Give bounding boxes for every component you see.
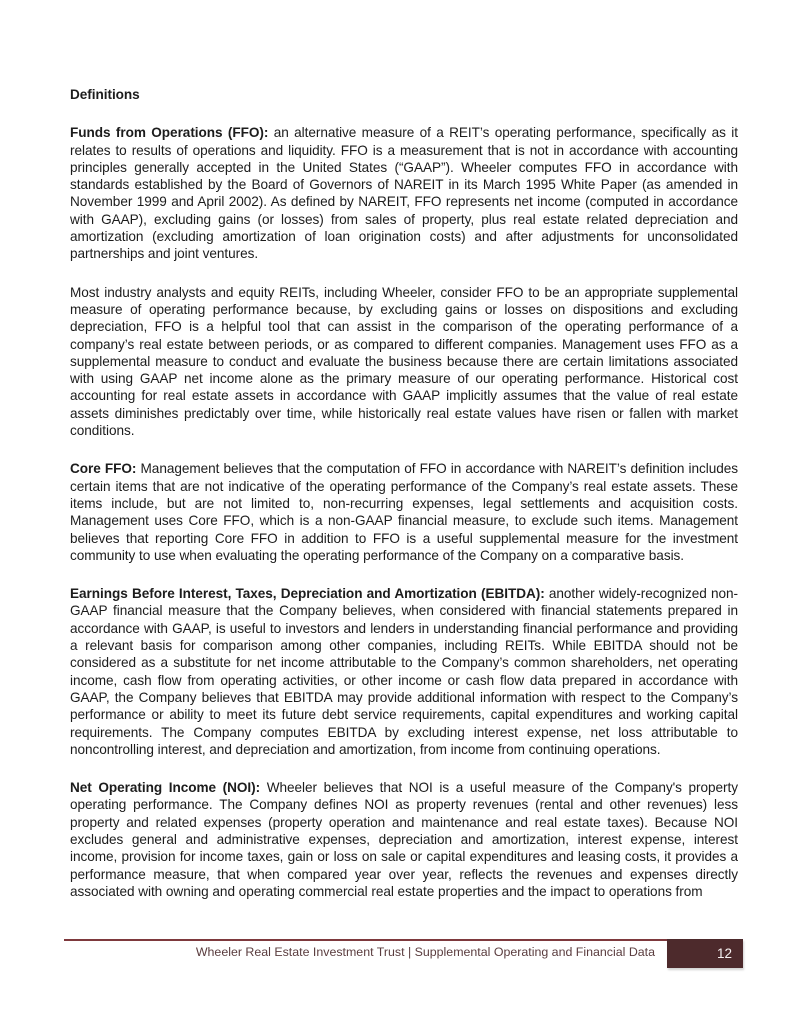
page-number: 12 <box>716 946 732 961</box>
definition-paragraph-ffo <box>70 124 738 262</box>
page-footer <box>64 939 743 968</box>
definition-term-ffo: Funds from Operations (FFO): <box>70 125 269 141</box>
definition-paragraph-core-ffo <box>70 460 738 564</box>
footer-title: Wheeler Real Estate Investment Trust | Supplemental Operating and Financial Data <box>64 939 667 959</box>
definition-paragraph-noi <box>70 779 738 900</box>
definition-text-ffo-supplemental: Most industry analysts and equity REITs, including Wheeler, consider FFO to be an appropriate supplemental measure of operating performance because, by excluding gains or losses on dispositions and excluding depreciation, FFO is a helpful tool that can assist in the comparison of the operating performance of a company’s real estate between periods, or as compared to different companies. Management uses FFO as a supplemental measure to conduct and evaluate the business because there are certain limitations associated with using GAAP net income alone as the primary measure of our operating performance. Historical cost accounting for real estate assets in accordance with GAAP implicitly assumes that the value of real estate assets diminishes predictably over time, while historically real estate values have risen or fallen with market conditions. <box>70 284 738 439</box>
page-content <box>70 86 738 938</box>
section-heading: Definitions <box>70 87 140 102</box>
definition-text-noi: Wheeler believes that NOI is a useful measure of the Company's property operating performance. The Company defines NOI as property revenues (rental and other revenues) less property and related expenses (property operation and maintenance and real estate taxes). Because NOI excludes general and administrative expenses, depreciation and amortization, interest expense, interest income, provision for income taxes, gain or loss on sale or capital expenditures and leasing costs, it provides a performance measure, that when compared year over year, reflects the revenues and expenses directly associated with owning and operating commercial real estate properties and the impact to operations from <box>70 780 738 899</box>
definition-text-ffo: an alternative measure of a REIT’s operating performance, specifically as it relates to results of operations and liquidity. FFO is a measurement that is not in accordance with accounting principles generally accepted in the United States (“GAAP”). Wheeler computes FFO in accordance with standards established by the Board of Governors of NAREIT in its March 1995 White Paper (as amended in November 1999 and April 2002). As defined by NAREIT, FFO represents net income (computed in accordance with GAAP), excluding gains (or losses) from sales of property, plus real estate related depreciation and amortization (excluding amortization of loan origination costs) and after adjustments for unconsolidated partnerships and joint ventures. <box>70 125 738 262</box>
definition-term-noi: Net Operating Income (NOI): <box>70 780 261 796</box>
definition-text-core-ffo: Management believes that the computation of FFO in accordance with NAREIT’s definition includes certain items that are not indicative of the operating performance of the Company’s real estate assets. These items include, but are not limited to, non-recurring expenses, legal settlements and acquisition costs. Management uses Core FFO, which is a non-GAAP financial measure, to exclude such items. Management believes that reporting Core FFO in addition to FFO is a useful supplemental measure for the investment community to use when evaluating the operating performance of the Company on a comparative basis. <box>70 461 738 563</box>
definition-term-ebitda: Earnings Before Interest, Taxes, Depreciation and Amortization (EBITDA): <box>70 586 545 602</box>
definition-paragraph-ebitda <box>70 585 738 758</box>
definition-term-core-ffo: Core FFO: <box>70 461 137 477</box>
definition-paragraph-ffo-supplemental <box>70 284 738 440</box>
definition-text-ebitda: another widely-recognized non-GAAP financial measure that the Company believes, when considered with financial statements prepared in accordance with GAAP, is useful to investors and lenders in understanding financial performance and providing a relevant basis for comparison among other companies, including REITs. While EBITDA should not be considered as a substitute for net income attributable to the Company’s common shareholders, net operating income, cash flow from operating activities, or other income or cash flow data prepared in accordance with GAAP, the Company believes that EBITDA may provide additional information with respect to the Company’s performance or ability to meet its future debt service requirements, capital expenditures and working capital requirements. The Company computes EBITDA by excluding interest expense, net loss attributable to noncontrolling interest, and depreciation and amortization, from income from continuing operations. <box>70 586 738 757</box>
page-number-badge <box>667 939 743 968</box>
